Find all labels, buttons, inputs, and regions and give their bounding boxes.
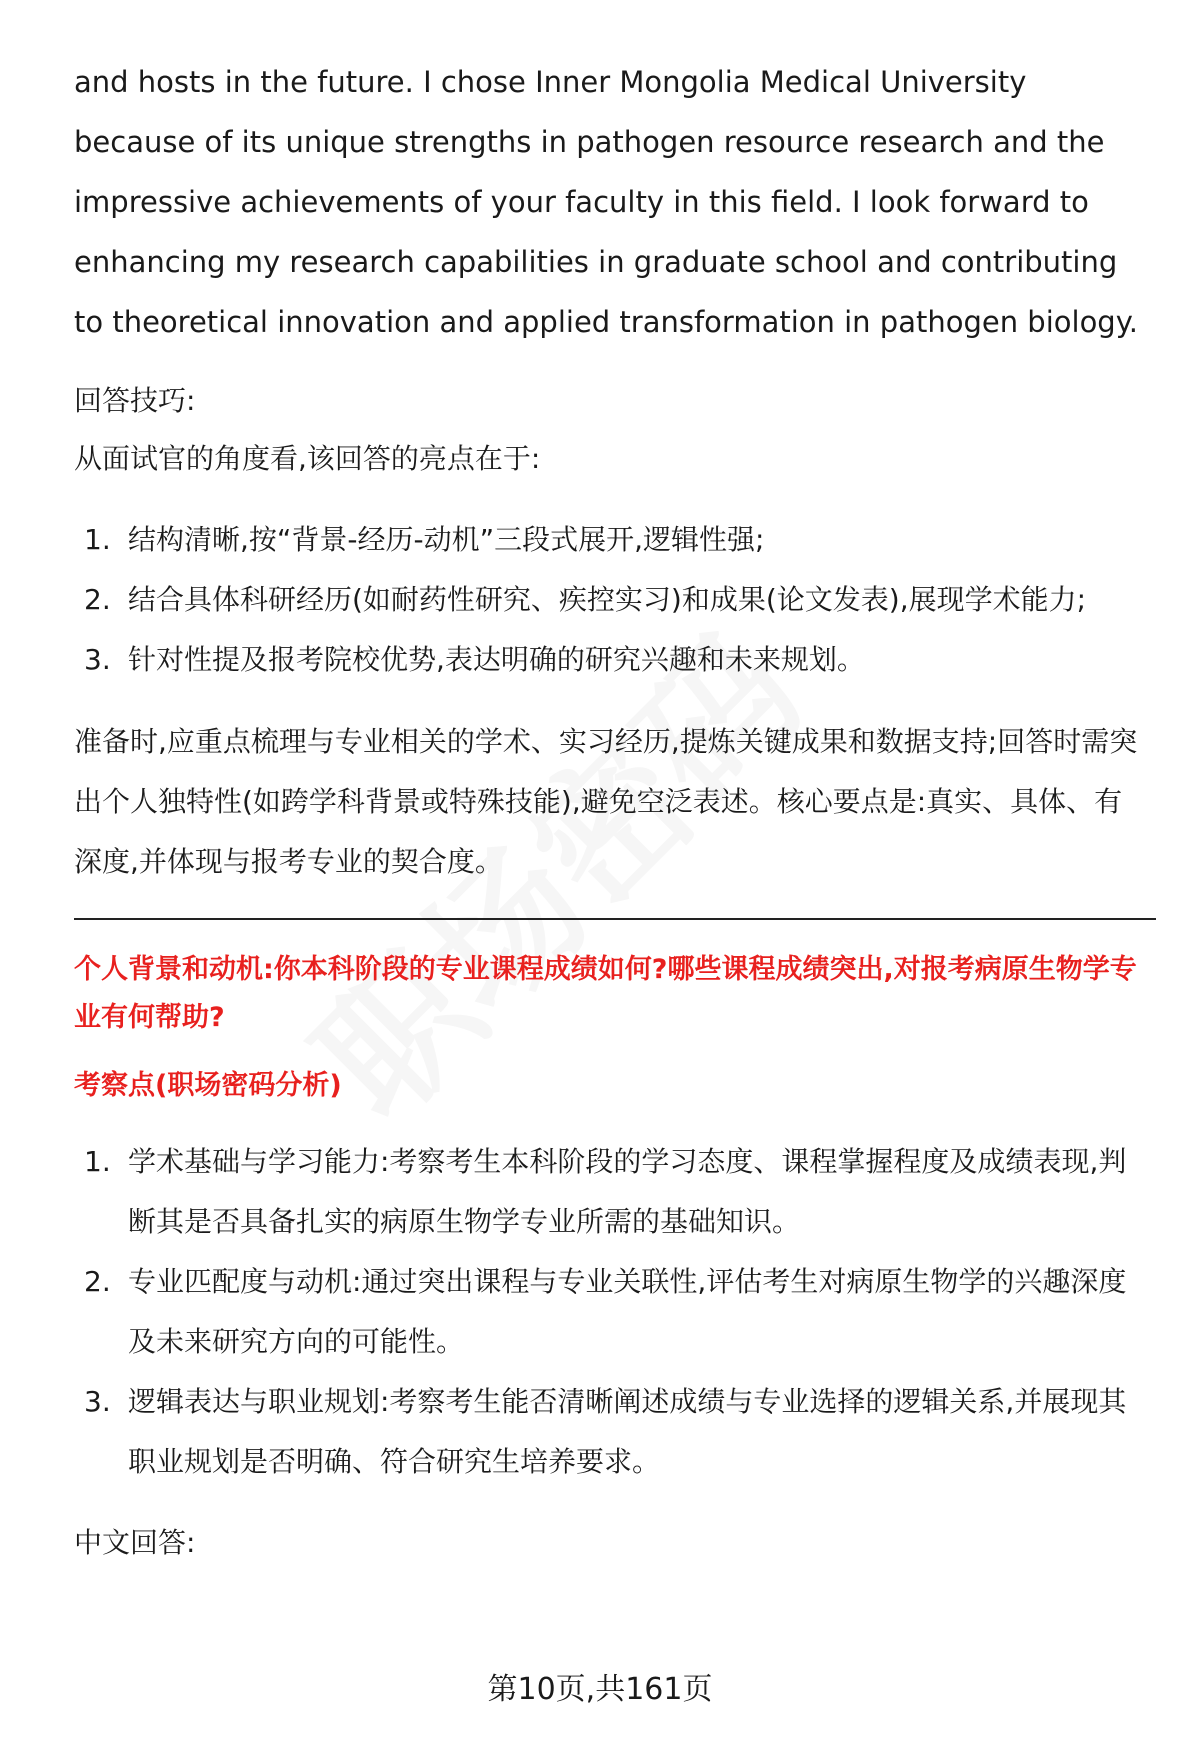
tips-intro: 从面试官的角度看,该回答的亮点在于: (74, 442, 541, 475)
list-number: 2. (84, 583, 111, 616)
list-item (74, 1252, 1150, 1372)
list-item (74, 1132, 1150, 1252)
list-number: 2. (84, 1265, 111, 1298)
list-item (74, 510, 1150, 570)
intro-paragraph: and hosts in the future. I chose Inner Mongolia Medical University because of its unique strengths in pathogen resource research and the impressive achievements of your faculty in this field. I look forward to enhancing my research capabilities in graduate school and contributing to theoretical innovation and applied transformation in pathogen biology. (74, 65, 1138, 339)
list-item (74, 570, 1150, 630)
list-number: 3. (84, 1385, 111, 1418)
document-page (74, 52, 1150, 1572)
list-item (74, 1372, 1150, 1492)
page-footer: 第10页,共161页 (487, 1672, 713, 1707)
question-title: 个人背景和动机:你本科阶段的专业课程成绩如何?哪些课程成绩突出,对报考病原生物学专业有何帮助? (74, 954, 1137, 1033)
list-text: 结合具体科研经历(如耐药性研究、疾控实习)和成果(论文发表),展现学术能力; (128, 583, 1087, 616)
list-text: 针对性提及报考院校优势,表达明确的研究兴趣和未来规划。 (128, 643, 865, 676)
prep-paragraph: 准备时,应重点梳理与专业相关的学术、实习经历,提炼关键成果和数据支持;回答时需突出个人独特性(如跨学科背景或特殊技能),避免空泛表述。核心要点是:真实、具体、有深度,并体现与报考专业的契合度。 (74, 725, 1138, 878)
list-text: 逻辑表达与职业规划:考察考生能否清晰阐述成绩与专业选择的逻辑关系,并展现其职业规划是否明确、符合研究生培养要求。 (128, 1385, 1127, 1478)
answer-label: 中文回答: (74, 1526, 196, 1559)
list-item (74, 630, 1150, 690)
list-number: 1. (84, 523, 111, 556)
list-number: 1. (84, 1145, 111, 1178)
list-text: 结构清晰,按“背景-经历-动机”三段式展开,逻辑性强; (128, 523, 765, 556)
tips-list (74, 510, 1150, 690)
list-number: 3. (84, 643, 111, 676)
list-text: 学术基础与学习能力:考察考生本科阶段的学习态度、课程掌握程度及成绩表现,判断其是否具备扎实的病原生物学专业所需的基础知识。 (128, 1145, 1127, 1238)
list-text: 专业匹配度与动机:通过突出课程与专业关联性,评估考生对病原生物学的兴趣深度及未来研究方向的可能性。 (128, 1265, 1127, 1358)
question-subtitle: 考察点(职场密码分析) (74, 1070, 342, 1101)
assessment-list (74, 1132, 1150, 1492)
tips-label: 回答技巧: (74, 384, 196, 417)
